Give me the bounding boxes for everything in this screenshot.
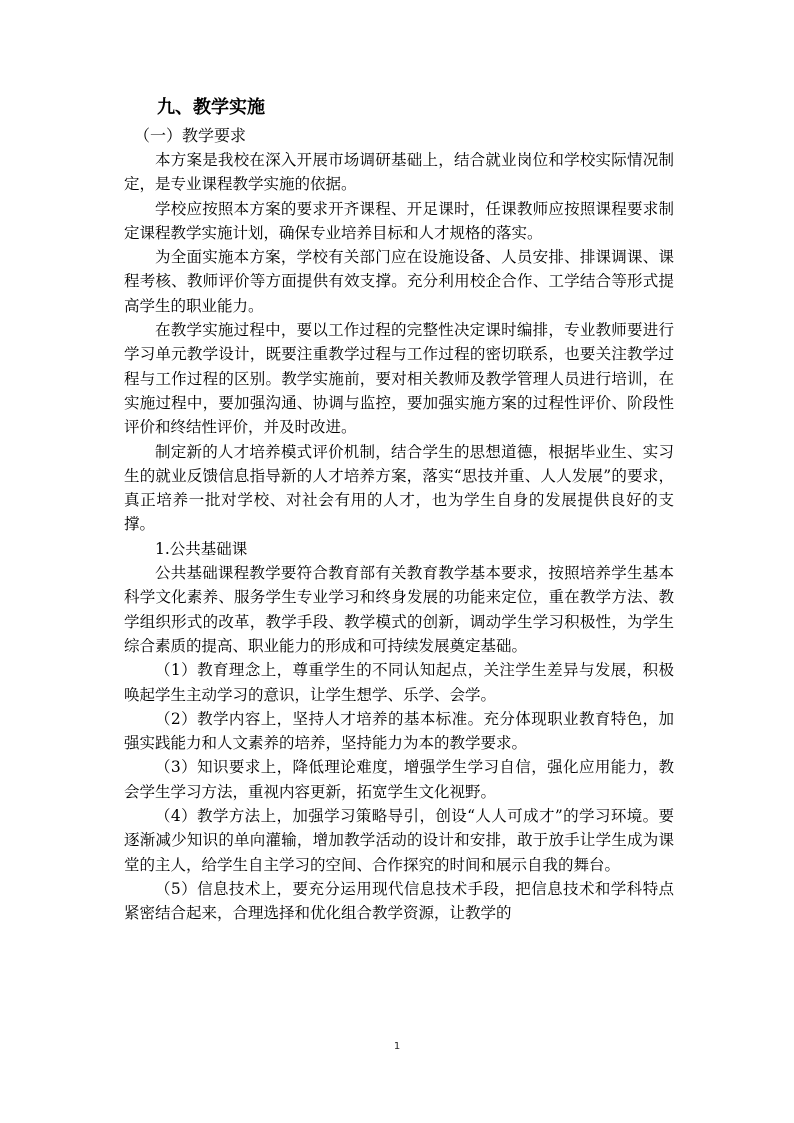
paragraph: 为全面实施本方案，学校有关部门应在设施设备、人员安排、排课调课、课程考核、教师评价等方面提供有效支撑。充分利用校企合作、工学结合等形式提高学生的职业能力。 bbox=[124, 248, 674, 315]
list-item: （5）信息技术上，要充分运用现代信息技术手段，把信息技术和学科特点紧密结合起来，合理选择和优化组合教学资源，让教学的 bbox=[124, 879, 674, 923]
list-item: （3）知识要求上，降低理论难度，增强学生学习自信，强化应用能力，教会学生学习方法，重视内容更新，拓宽学生文化视野。 bbox=[124, 758, 674, 801]
list-item: （2）教学内容上，坚持人才培养的基本标准。充分体现职业教育特色，加强实践能力和人文素养的培养，坚持能力为本的教学要求。 bbox=[124, 709, 674, 753]
list-item: （4）教学方法上，加强学习策略导引，创设“人人可成才”的学习环境。要逐渐减少知识的单向灌输，增加教学活动的设计和安排，敢于放手让学生成为课堂的主人，给学生自主学习的空间、合作探究的时间和展示自我的舞台。 bbox=[124, 807, 674, 874]
paragraph: 本方案是我校在深入开展市场调研基础上，结合就业岗位和学校实际情况制定，是专业课程教学实施的依据。 bbox=[124, 151, 674, 194]
paragraph: 制定新的人才培养模式评价机制，结合学生的思想道德，根据毕业生、实习生的就业反馈信息指导新的人才培养方案，落实“思技并重、人人发展”的要求，真正培养一批对学校、对社会有用的人才，也为学生自身的发展提供良好的支撑。 bbox=[124, 442, 674, 534]
paragraph: 公共基础课程教学要符合教育部有关教育教学基本要求，按照培养学生基本科学文化素养、服务学生专业学习和终身发展的功能来定位，重在教学方法、教学组织形式的改革，教学手段、教学模式的创新，调动学生学习积极性，为学生综合素质的提高、职业能力的形成和可持续发展奠定基础。 bbox=[124, 564, 674, 655]
page-number: 1 bbox=[393, 1041, 401, 1052]
list-item: （1）教育理念上，尊重学生的不同认知起点，关注学生差异与发展，积极唤起学生主动学习的意识，让学生想学、乐学、会学。 bbox=[124, 661, 674, 704]
heading-public-basic-course: 1.公共基础课 bbox=[155, 539, 248, 558]
section-title: 九、教学实施 bbox=[157, 97, 265, 118]
paragraph: 学校应按照本方案的要求开齐课程、开足课时，任课教师应按照课程要求制定课程教学实施计划，确保专业培养目标和人才规格的落实。 bbox=[124, 199, 674, 242]
subsection-title: （一）教学要求 bbox=[134, 126, 247, 145]
page-content bbox=[124, 94, 674, 926]
paragraph: 在教学实施过程中，要以工作过程的完整性决定课时编排，专业教师要进行学习单元教学设计，既要注重教学过程与工作过程的密切联系，也要关注教学过程与工作过程的区别。教学实施前，要对相关教师及教学管理人员进行培训，在实施过程中，要加强沟通、协调与监控，要加强实施方案的过程性评价、阶段性评价和终结性评价，并及时改进。 bbox=[124, 321, 674, 437]
